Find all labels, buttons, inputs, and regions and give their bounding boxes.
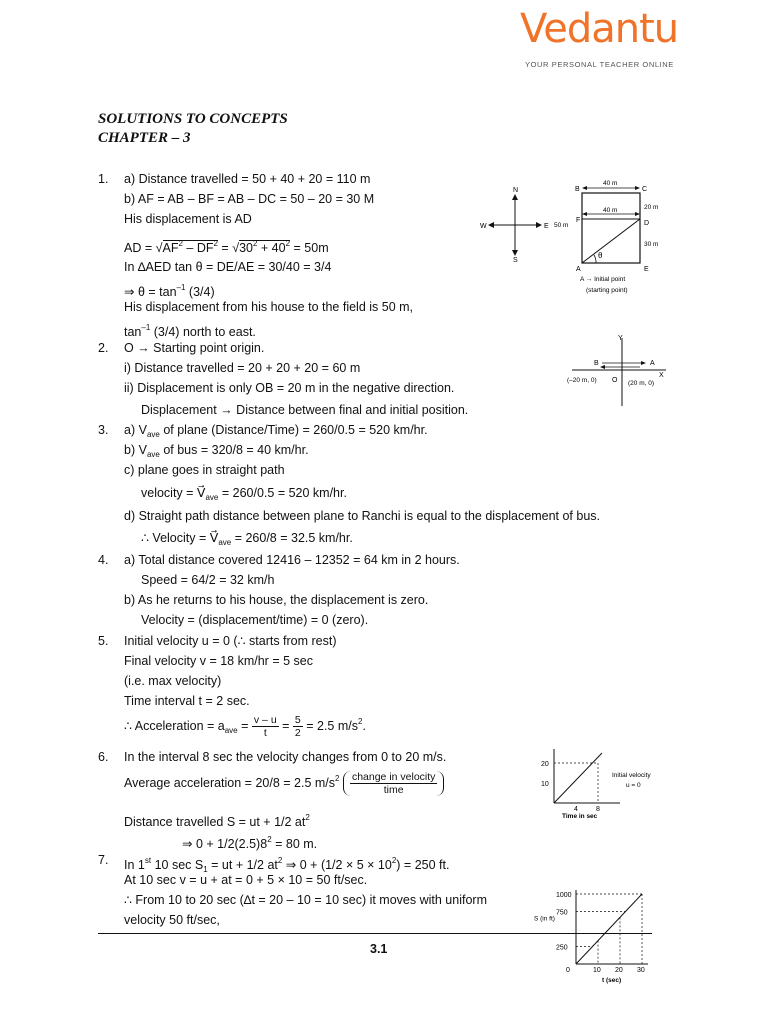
- axis-y: Y: [618, 335, 623, 342]
- x-tick: 8: [596, 806, 600, 813]
- q5-number: 5.: [98, 634, 109, 648]
- x-tick: 20: [615, 967, 623, 974]
- q7-line-a: In 1st 10 $\sec S_1$ = ut + 1/2 $at^2$ ⇒ $0 + (1/2 \times 5 \times 10^2) = 250$ ft.: [124, 856, 450, 874]
- q7-number: 7.: [98, 853, 109, 867]
- y-tick: 1000: [556, 892, 572, 899]
- q5-line-d: Time interval t = 2 sec.: [124, 694, 250, 708]
- q1-line-e: In ∆AED tan θ = DE/AE = 30/40 = 3/4: [124, 260, 332, 274]
- q7-line-d: velocity 50 ft/sec,: [124, 913, 220, 927]
- displacement-line: [576, 894, 642, 964]
- q1-line-g: His displacement from his house to the field is 50 m,: [124, 300, 414, 314]
- q7-line-c: ∴ From 10 to 20 sec (∆t = 20 – 10 = 10 sec) it moves with uniform: [124, 893, 487, 907]
- field-outline: [582, 193, 640, 263]
- q6-line-a: In the interval 8 sec the velocity changes from 0 to 20 m/s.: [124, 750, 447, 764]
- axis-diagram: [562, 332, 674, 412]
- annotation-line1: Initial velocity: [612, 772, 651, 779]
- q5-line-c: (i.e. max velocity): [124, 674, 222, 688]
- q1-line-a: a) Distance travelled = 50 + 40 + 20 = 110 m: [124, 172, 371, 186]
- label-c: C: [642, 186, 648, 193]
- dim-inner: 40 m: [603, 207, 618, 214]
- vedantu-logo: [520, 6, 690, 68]
- q6-line-d: ⇒ $0 + 1/2(2.5)8^2 = 80$ m.: [182, 835, 318, 851]
- q4-line-c: b) As he returns to his house, the displacement is zero.: [124, 593, 429, 607]
- displacement-time-chart: [528, 880, 668, 1020]
- q4-line-d: Velocity = (displacement/time) = 0 (zero).: [141, 613, 369, 627]
- x-tick: 4: [574, 806, 578, 813]
- coord-right: (20 m, 0): [628, 380, 655, 387]
- x-tick: 0: [566, 967, 570, 974]
- q1-number: 1.: [98, 172, 109, 186]
- x-tick: 30: [637, 967, 645, 974]
- q6-line-b: Average acceleration = 20/8 = 2.5 $m/s^2$ $\frac{\text{change in velocity}}{\text{time}}$: [124, 771, 444, 796]
- velocity-time-chart: [530, 740, 680, 825]
- q1-line-d: AD = $√AF^2 - DF^2 = √30^2 + 40^2 = 50m$: [124, 239, 329, 255]
- logo-wordmark: Vedantu: [520, 6, 679, 52]
- x-axis-label: t (sec): [602, 977, 622, 984]
- compass-e: E: [544, 223, 549, 230]
- compass-s: S: [513, 257, 518, 264]
- y-tick: 750: [556, 909, 568, 917]
- compass-rose: [480, 187, 549, 264]
- q3-line-e: d) Straight path distance between plane to Ranchi is equal to the displacement of bus.: [124, 509, 600, 523]
- q3-line-a: a) $V_{ave}$ of plane (Distance/Time) = 260/0.5 = 520 km/hr.: [124, 423, 428, 439]
- y-tick: 250: [556, 944, 568, 952]
- label-b: B: [575, 186, 580, 193]
- note-initial: A → Initial point: [580, 276, 626, 283]
- q4-number: 4.: [98, 553, 109, 567]
- q3-number: 3.: [98, 423, 109, 437]
- dim-right-bottom: 30 m: [644, 241, 659, 248]
- q1-line-f: ⇒ $\theta = \tan^{-1} (3/4)$: [124, 283, 215, 299]
- compass-w: W: [480, 223, 487, 230]
- y-tick: 20: [541, 761, 549, 768]
- q7-line-b: At 10 sec v = u + at = 0 + 5 × 10 = 50 ft/sec.: [124, 873, 368, 887]
- q3-line-f: ∴ Velocity = $V⃗_{ave} = 260/8 = 32.5$ km/hr.: [141, 531, 353, 547]
- q5-line-a: Initial velocity u = 0 (∴ starts from rest): [124, 634, 337, 648]
- label-d: D: [644, 220, 650, 227]
- label-a: A: [576, 266, 581, 273]
- q3-line-c: c) plane goes in straight path: [124, 463, 285, 477]
- page-title: SOLUTIONS TO CONCEPTS: [98, 111, 288, 127]
- label-theta: θ: [598, 251, 603, 260]
- q2-line-b: i) Distance travelled = 20 + 20 + 20 = 60 m: [124, 361, 361, 375]
- label-f: F: [576, 217, 581, 224]
- point-b: B: [594, 360, 599, 367]
- q6-number: 6.: [98, 750, 109, 764]
- q4-line-a: a) Total distance covered 12416 – 12352 = 64 km in 2 hours.: [124, 553, 460, 567]
- chapter-title: CHAPTER – 3: [98, 130, 191, 146]
- q5-line-e: ∴ Acceleration = $a_{ave}$ = $\frac{v - u}{t}$ = $\frac{5}{2}$ = 2.5 $m/s^2$.: [124, 714, 366, 740]
- y-tick: 10: [541, 781, 549, 788]
- x-tick: 10: [593, 967, 601, 974]
- compass-n: N: [513, 187, 519, 194]
- q3-line-d: velocity = $V⃗_{ave} = 260/0.5 = 520$ km/hr.: [141, 486, 347, 502]
- note-starting: (starting point): [586, 287, 628, 294]
- logo-tagline: YOUR PERSONAL TEACHER ONLINE: [525, 60, 674, 69]
- q6-line-c: Distance travelled S = ut + 1/2 $at^2$: [124, 813, 310, 829]
- displacement-ad: [582, 219, 640, 263]
- coord-left: (–20 m, 0): [567, 377, 597, 384]
- y-axis-label: S (in ft): [534, 915, 555, 923]
- dim-left: 50 m: [554, 222, 569, 229]
- label-e: E: [644, 266, 649, 273]
- q1-line-b: b) AF = AB – BF = AB – DC = 50 – 20 = 30 M: [124, 192, 375, 206]
- q3-line-b: b) $V_{ave}$ of bus = 320/8 = 40 km/hr.: [124, 443, 309, 459]
- point-a: A: [650, 360, 655, 367]
- axis-x: X: [659, 372, 664, 379]
- field-diagram: [478, 176, 678, 298]
- dim-top: 40 m: [603, 180, 618, 187]
- q2-number: 2.: [98, 341, 109, 355]
- origin-o: O: [612, 377, 618, 384]
- velocity-line: [554, 753, 602, 803]
- dim-right-top: 20 m: [644, 204, 659, 211]
- q2-line-c: ii) Displacement is only OB = 20 m in the negative direction.: [124, 381, 455, 395]
- page-number: 3.1: [370, 942, 388, 956]
- x-axis-label: Time in sec: [562, 813, 598, 820]
- q1-line-c: His displacement is AD: [124, 212, 252, 226]
- q4-line-b: Speed = 64/2 = 32 km/h: [141, 573, 275, 587]
- q2-line-a: O → Starting point origin.: [124, 341, 265, 355]
- annotation-line2: u = 0: [626, 782, 641, 789]
- q1-line-h: $\tan^{-1} (3/4)$ north to east.: [124, 323, 256, 339]
- q5-line-b: Final velocity v = 18 km/hr = 5 sec: [124, 654, 313, 668]
- q2-line-d: Displacement → Distance between final and initial position.: [141, 403, 469, 417]
